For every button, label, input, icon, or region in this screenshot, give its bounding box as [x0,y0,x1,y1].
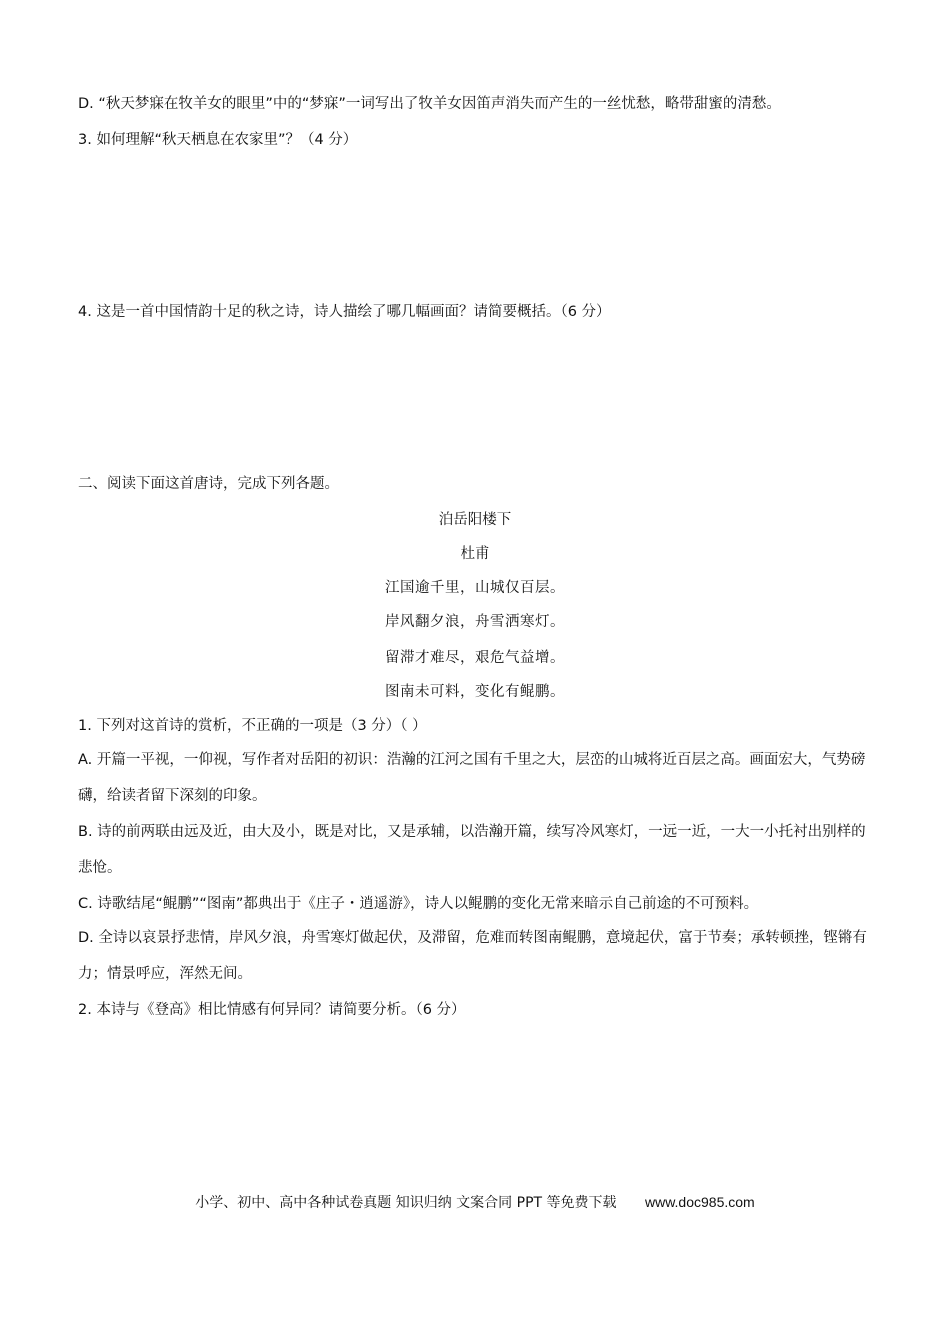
question-4: 4. 这是一首中国情韵十足的秋之诗，诗人描绘了哪几幅画面？请简要概括。（6 分） [78,304,611,320]
poem-author: 杜甫 [460,546,490,562]
option-a: A. 开篇一平视，一仰视，写作者对岳阳的初识：浩瀚的江河之国有千里之大，层峦的山城将近百层之高。画面宏大，气势磅礴，给读者留下深刻的印象。 [78,752,866,804]
poem-line: 岸风翻夕浪，舟雪洒寒灯。 [385,614,565,630]
footer-link[interactable]: www.doc985.com [644,1194,755,1210]
poem-title: 泊岳阳楼下 [438,512,512,528]
option-d: D. 全诗以哀景抒悲情，岸风夕浪，舟雪寒灯做起伏，及滞留，危难而转图南鲲鹏，意境起伏，富于节奏；承转顿挫，铿锵有力；情景呼应，浑然无间。 [78,930,867,982]
question-3: 3. 如何理解“秋天栖息在农家里”？（4 分） [78,132,358,148]
poem-line: 留滞才难尽，艰危气益增。 [385,650,565,666]
section-heading: 二、阅读下面这首唐诗，完成下列各题。 [78,476,339,492]
option-b: B. 诗的前两联由远及近，由大及小，既是对比，又是承辅，以浩瀚开篇，续写冷风寒灯，一远一近，一大一小托衬出别样的悲怆。 [78,824,866,876]
poem-line: 江国逾千里，山城仅百层。 [385,580,565,596]
question-2: 2. 本诗与《登高》相比情感有何异同？请简要分析。（6 分） [78,1002,466,1018]
option-c: C. 诗歌结尾“鲲鹏”“图南”都典出于《庄子・逍遥游》，诗人以鲲鹏的变化无常来暗示自己前途的不可预料。 [78,896,759,912]
poem-line: 图南未可料，变化有鲲鹏。 [385,684,565,700]
question-1: 1. 下列对这首诗的赏析，不正确的一项是（3 分）（ ） [78,718,427,734]
page-footer [0,1192,950,1213]
footer-text: 小学、初中、高中各种试卷真题 知识归纳 文案合同 PPT 等免费下载 [195,1195,617,1211]
question-option-d: D. “秋天梦寐在牧羊女的眼里”中的“梦寐”一词写出了牧羊女因笛声消失而产生的一丝忧愁，略带甜蜜的清愁。 [78,96,781,112]
